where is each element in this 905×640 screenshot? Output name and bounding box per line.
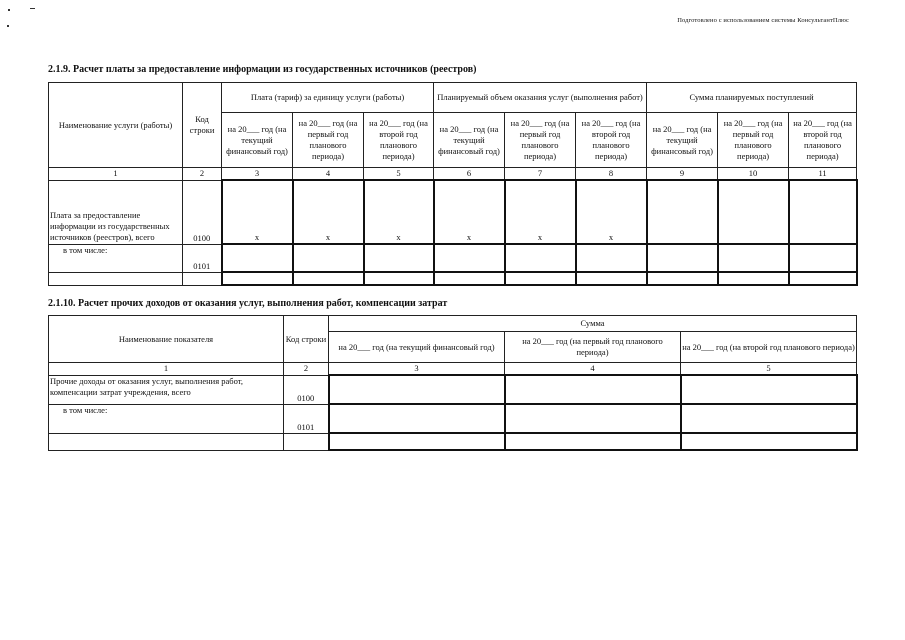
section-1-title: 2.1.9. Расчет платы за предоставление информации из государственных источников (реестров) bbox=[48, 64, 477, 75]
value-cell[interactable] bbox=[505, 404, 681, 433]
value-cell[interactable] bbox=[222, 272, 293, 285]
value-cell[interactable] bbox=[329, 375, 505, 404]
value-cell[interactable] bbox=[789, 244, 857, 272]
value-cell[interactable] bbox=[718, 272, 789, 285]
value-cell[interactable]: x bbox=[222, 180, 293, 244]
table-row bbox=[49, 375, 857, 404]
scan-speck bbox=[8, 9, 10, 11]
value-cell[interactable] bbox=[329, 433, 505, 450]
value-cell[interactable]: x bbox=[576, 180, 647, 244]
col-header-sum-second: на 20___ год (на второй год планового периода) bbox=[681, 332, 857, 363]
value-cell[interactable] bbox=[434, 272, 505, 285]
col-header-volume-current: на 20___ год (на текущий финансовый год) bbox=[434, 113, 505, 168]
table-row bbox=[49, 433, 857, 450]
col-number: 7 bbox=[505, 168, 576, 181]
col-header-code: Код строки bbox=[183, 83, 222, 168]
col-number: 8 bbox=[576, 168, 647, 181]
row-name: Плата за предоставление информации из государственных источников (реестров), всего bbox=[49, 180, 183, 244]
col-number: 1 bbox=[49, 168, 183, 181]
value-cell[interactable] bbox=[293, 272, 364, 285]
row-name bbox=[49, 433, 284, 450]
col-number: 2 bbox=[284, 363, 329, 376]
value-cell[interactable] bbox=[434, 244, 505, 272]
value-cell[interactable] bbox=[718, 180, 789, 244]
value-cell[interactable] bbox=[789, 272, 857, 285]
value-cell[interactable] bbox=[789, 180, 857, 244]
value-cell[interactable] bbox=[293, 244, 364, 272]
value-cell[interactable] bbox=[647, 180, 718, 244]
value-cell[interactable] bbox=[505, 244, 576, 272]
col-header-name: Наименование услуги (работы) bbox=[49, 83, 183, 168]
table-other-income bbox=[48, 315, 858, 451]
row-code bbox=[183, 272, 222, 285]
col-header-code: Код строки bbox=[284, 316, 329, 363]
table-row bbox=[49, 244, 857, 272]
col-header-sum-current: на 20___ год (на текущий финансовый год) bbox=[329, 332, 505, 363]
col-header-sum-current: на 20___ год (на текущий финансовый год) bbox=[647, 113, 718, 168]
col-number: 11 bbox=[789, 168, 857, 181]
col-number: 5 bbox=[681, 363, 857, 376]
value-cell[interactable] bbox=[718, 244, 789, 272]
col-header-tariff-first: на 20___ год (на первый год планового периода) bbox=[293, 113, 364, 168]
section-2-title: 2.1.10. Расчет прочих доходов от оказания услуг, выполнения работ, компенсации затрат bbox=[48, 298, 448, 309]
value-cell[interactable] bbox=[681, 375, 857, 404]
value-cell[interactable] bbox=[681, 433, 857, 450]
col-header-tariff-second: на 20___ год (на второй год планового периода) bbox=[364, 113, 434, 168]
col-header-sum-first: на 20___ год (на первый год планового периода) bbox=[505, 332, 681, 363]
value-cell[interactable] bbox=[222, 244, 293, 272]
scan-speck bbox=[7, 25, 9, 27]
col-header-sum-first: на 20___ год (на первый год планового периода) bbox=[718, 113, 789, 168]
value-cell[interactable]: x bbox=[505, 180, 576, 244]
col-number: 3 bbox=[329, 363, 505, 376]
value-cell[interactable] bbox=[576, 244, 647, 272]
row-code: 0100 bbox=[284, 375, 329, 404]
col-number: 4 bbox=[293, 168, 364, 181]
group-header-sum: Сумма планируемых поступлений bbox=[647, 83, 857, 113]
value-cell[interactable] bbox=[505, 375, 681, 404]
group-header-sum: Сумма bbox=[329, 316, 857, 332]
value-cell[interactable] bbox=[647, 244, 718, 272]
col-number: 1 bbox=[49, 363, 284, 376]
col-number: 9 bbox=[647, 168, 718, 181]
group-header-volume: Планируемый объем оказания услуг (выполнения работ) bbox=[434, 83, 647, 113]
row-name: Прочие доходы от оказания услуг, выполнения работ, компенсации затрат учреждения, всего bbox=[49, 375, 284, 404]
value-cell[interactable] bbox=[647, 272, 718, 285]
col-number: 10 bbox=[718, 168, 789, 181]
col-number: 2 bbox=[183, 168, 222, 181]
col-number: 4 bbox=[505, 363, 681, 376]
col-header-name: Наименование показателя bbox=[49, 316, 284, 363]
col-number: 5 bbox=[364, 168, 434, 181]
col-header-volume-first: на 20___ год (на первый год планового периода) bbox=[505, 113, 576, 168]
row-code: 0100 bbox=[183, 180, 222, 244]
row-name: в том числе: bbox=[49, 404, 284, 433]
scan-speck bbox=[30, 8, 35, 9]
value-cell[interactable] bbox=[329, 404, 505, 433]
table-row bbox=[49, 180, 857, 244]
col-header-tariff-current: на 20___ год (на текущий финансовый год) bbox=[222, 113, 293, 168]
col-number: 6 bbox=[434, 168, 505, 181]
row-code: 0101 bbox=[284, 404, 329, 433]
row-code: 0101 bbox=[183, 244, 222, 272]
row-name bbox=[49, 272, 183, 285]
value-cell[interactable] bbox=[505, 433, 681, 450]
value-cell[interactable]: x bbox=[364, 180, 434, 244]
value-cell[interactable] bbox=[505, 272, 576, 285]
table-row bbox=[49, 272, 857, 285]
value-cell[interactable] bbox=[364, 272, 434, 285]
group-header-tariff: Плата (тариф) за единицу услуги (работы) bbox=[222, 83, 434, 113]
value-cell[interactable] bbox=[364, 244, 434, 272]
table-row bbox=[49, 404, 857, 433]
row-code bbox=[284, 433, 329, 450]
value-cell[interactable]: x bbox=[434, 180, 505, 244]
header-note: Подготовлено с использованием системы КонсультантПлюс bbox=[677, 17, 849, 24]
value-cell[interactable] bbox=[681, 404, 857, 433]
table-fees bbox=[48, 82, 858, 286]
col-number: 3 bbox=[222, 168, 293, 181]
col-header-volume-second: на 20___ год (на второй год планового периода) bbox=[576, 113, 647, 168]
value-cell[interactable] bbox=[576, 272, 647, 285]
value-cell[interactable]: x bbox=[293, 180, 364, 244]
col-header-sum-second: на 20___ год (на второй год планового периода) bbox=[789, 113, 857, 168]
row-name: в том числе: bbox=[49, 244, 183, 272]
